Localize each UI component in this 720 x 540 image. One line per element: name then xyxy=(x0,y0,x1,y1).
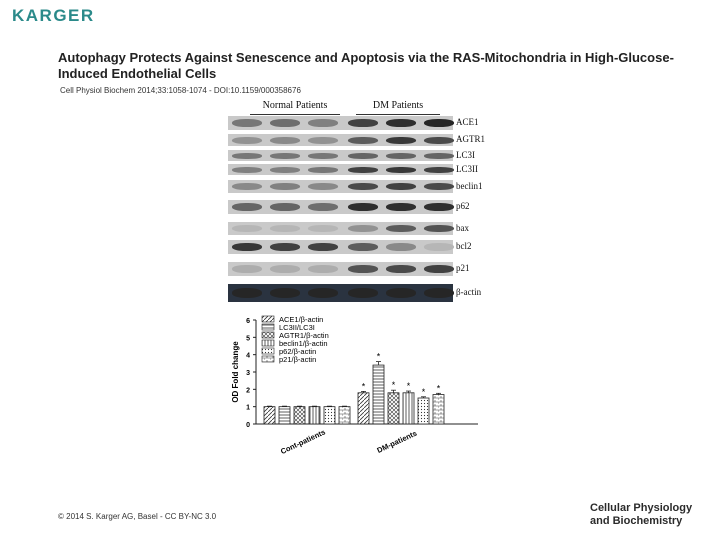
journal-logo-line2: and Biochemistry xyxy=(590,515,683,527)
legend-entry: AGTR1/β-actin xyxy=(279,331,329,340)
blot-row-3 xyxy=(228,164,453,175)
legend-entry: p62/β-actin xyxy=(279,347,317,356)
bar xyxy=(279,407,290,424)
blot-band xyxy=(270,183,300,190)
bar xyxy=(294,407,305,424)
blot-band xyxy=(232,153,262,159)
blot-band xyxy=(270,203,300,211)
blot-band xyxy=(424,288,454,298)
blot-band xyxy=(308,265,338,273)
blot-row-0 xyxy=(228,116,453,130)
publisher-logo: KARGER xyxy=(12,6,95,25)
blot-band xyxy=(386,265,416,273)
blot-band xyxy=(424,167,454,173)
blot-band xyxy=(386,119,416,127)
blot-band-label: LC3II xyxy=(456,163,478,174)
blot-band xyxy=(424,265,454,273)
blot-band xyxy=(386,183,416,190)
blot-band xyxy=(232,225,262,232)
bar xyxy=(339,407,350,424)
blot-band-label: AGTR1 xyxy=(456,134,485,144)
significance-marker: * xyxy=(436,383,441,394)
y-tick-label: 2 xyxy=(246,387,250,395)
blot-band xyxy=(270,288,300,298)
blot-band xyxy=(386,153,416,159)
blot-group-label-dm: DM Patients xyxy=(356,100,440,115)
blot-band xyxy=(232,265,262,273)
blot-band xyxy=(424,137,454,144)
y-tick-label: 6 xyxy=(246,318,250,325)
legend-swatch xyxy=(262,324,274,330)
significance-marker: * xyxy=(406,381,411,392)
significance-marker: * xyxy=(391,380,396,391)
journal-logo xyxy=(590,502,692,528)
blot-band xyxy=(270,225,300,232)
blot-band xyxy=(386,243,416,251)
blot-band-label: bax xyxy=(456,222,469,233)
blot-row-7 xyxy=(228,240,453,254)
x-category-label: Cont-patients xyxy=(279,427,327,457)
blot-band-label: p21 xyxy=(456,263,470,273)
x-category-label: DM-patients xyxy=(375,428,419,455)
blot-band xyxy=(348,225,378,232)
blot-band xyxy=(308,119,338,127)
blot-band-label: p62 xyxy=(456,201,470,211)
copyright-notice: © 2014 S. Karger AG, Basel - CC BY-NC 3.0 xyxy=(58,512,217,521)
blot-band xyxy=(270,265,300,273)
blot-band-label: bcl2 xyxy=(456,241,472,251)
blot-band xyxy=(232,137,262,144)
blot-row-8 xyxy=(228,262,453,276)
blot-band xyxy=(232,288,262,298)
y-tick-label: 5 xyxy=(246,335,250,343)
bar xyxy=(324,407,335,424)
bar xyxy=(309,407,320,424)
blot-band xyxy=(424,225,454,232)
blot-band xyxy=(386,167,416,173)
blot-band-label: β-actin xyxy=(456,287,482,297)
blot-band xyxy=(308,137,338,144)
legend-entry: ACE1/β-actin xyxy=(279,315,324,324)
blot-band-label: beclin1 xyxy=(456,180,483,191)
bar xyxy=(264,407,275,424)
blot-band xyxy=(348,183,378,190)
citation-line: Cell Physiol Biochem 2014;33:1058-1074 - DOI:10.1159/000358676 xyxy=(60,86,301,95)
blot-band xyxy=(232,203,262,211)
legend-swatch xyxy=(262,332,274,338)
y-axis-label: OD Fold change xyxy=(231,341,240,403)
blot-band xyxy=(232,183,262,190)
legend-swatch xyxy=(262,356,274,362)
blot-band xyxy=(308,183,338,190)
blot-band xyxy=(308,167,338,173)
blot-band xyxy=(308,203,338,211)
western-blot-panel xyxy=(228,100,500,306)
legend-entry: beclin1/β-actin xyxy=(279,339,328,348)
blot-band xyxy=(348,243,378,251)
blot-band xyxy=(270,167,300,173)
significance-marker: * xyxy=(376,351,381,362)
blot-band xyxy=(308,288,338,298)
blot-band xyxy=(232,167,262,173)
blot-band xyxy=(348,203,378,211)
blot-band xyxy=(424,203,454,211)
bar xyxy=(418,398,429,424)
blot-row-4 xyxy=(228,180,453,193)
blot-band-label: ACE1 xyxy=(456,117,479,127)
blot-band-label: LC3I xyxy=(456,149,475,160)
bar xyxy=(373,365,384,424)
bar xyxy=(403,393,414,424)
bar xyxy=(358,393,369,424)
legend-swatch xyxy=(262,348,274,354)
blot-band xyxy=(386,137,416,144)
blot-band xyxy=(424,119,454,127)
blot-band xyxy=(270,137,300,144)
blot-band xyxy=(386,203,416,211)
legend-entry: LC3II/LC3I xyxy=(279,323,315,332)
significance-marker: * xyxy=(421,386,426,397)
blot-band xyxy=(308,243,338,251)
blot-band xyxy=(348,153,378,159)
legend-swatch xyxy=(262,340,274,346)
bar-chart xyxy=(228,312,488,470)
blot-band xyxy=(348,167,378,173)
blot-row-5 xyxy=(228,200,453,214)
slide-title: Autophagy Protects Against Senescence and Apoptosis via the RAS-Mitochondria in High-Glucose-Induced Endothelial Cells xyxy=(58,50,674,81)
blot-group-label-normal: Normal Patients xyxy=(250,100,340,115)
blot-band xyxy=(232,243,262,251)
legend-entry: p21/β-actin xyxy=(279,355,317,364)
blot-band xyxy=(386,225,416,232)
blot-band xyxy=(424,243,454,251)
y-tick-label: 3 xyxy=(246,370,250,377)
legend-swatch xyxy=(262,316,274,322)
blot-row-1 xyxy=(228,134,453,146)
bar xyxy=(388,393,399,424)
blot-band xyxy=(348,288,378,298)
bar xyxy=(433,395,444,424)
blot-band xyxy=(424,183,454,190)
blot-band xyxy=(348,137,378,144)
y-tick-label: 1 xyxy=(246,404,250,412)
blot-band xyxy=(348,119,378,127)
y-tick-label: 0 xyxy=(246,422,250,429)
blot-band xyxy=(308,153,338,159)
blot-band xyxy=(270,119,300,127)
blot-band xyxy=(348,265,378,273)
blot-band xyxy=(308,225,338,232)
blot-row-6 xyxy=(228,222,453,235)
blot-band xyxy=(386,288,416,298)
blot-row-9 xyxy=(228,284,453,302)
blot-band xyxy=(424,153,454,159)
y-tick-label: 4 xyxy=(246,352,250,360)
blot-band xyxy=(270,153,300,159)
significance-marker: * xyxy=(361,381,366,392)
journal-logo-line1: Cellular Physiology xyxy=(590,502,693,514)
blot-row-2 xyxy=(228,150,453,161)
blot-band xyxy=(232,119,262,127)
blot-band xyxy=(270,243,300,251)
